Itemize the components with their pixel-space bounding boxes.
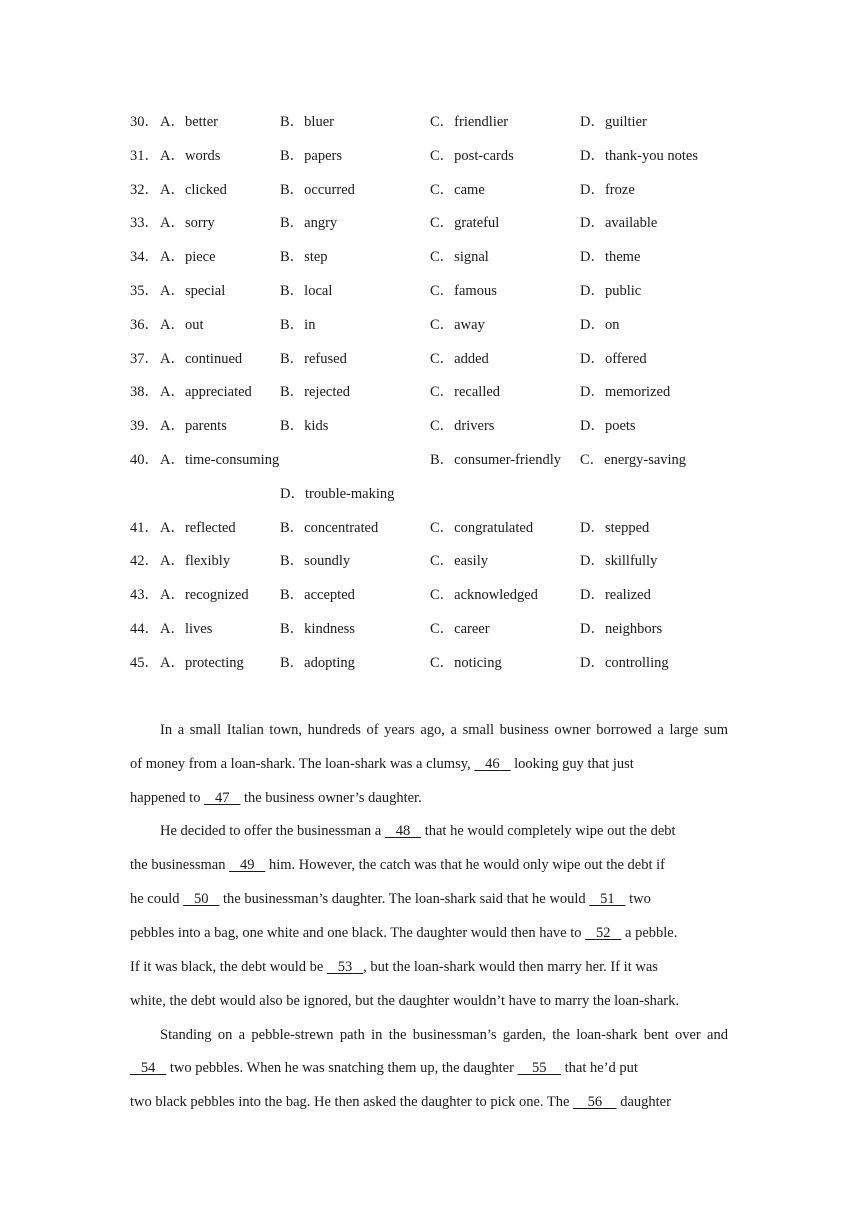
option-d: D．controlling — [580, 654, 669, 671]
option-c: C．drivers — [430, 418, 495, 435]
question-row — [0, 348, 860, 370]
passage-text: that he would completely wipe out the debt — [421, 823, 676, 839]
question-number: 33． — [130, 215, 159, 232]
blank-54: 54 — [140, 1060, 156, 1076]
passage-line — [130, 888, 728, 910]
blank-53: 53 — [337, 959, 353, 975]
option-d: D．memorized — [580, 384, 671, 401]
question-number: 43． — [130, 587, 159, 604]
option-c: C．recalled — [430, 384, 501, 401]
passage-line — [130, 1057, 728, 1079]
question-row — [0, 381, 860, 403]
passage-text: Standing on a pebble-strewn path in the businessman’s garden, the loan-shark bent over and — [160, 1027, 728, 1043]
question-row — [0, 246, 860, 268]
question-row — [0, 415, 860, 437]
option-d: D．public — [580, 283, 642, 299]
option-b: B．soundly — [280, 553, 351, 570]
question-row — [0, 145, 860, 167]
option-a: A．appreciated — [160, 384, 252, 401]
option-c: C．post-cards — [430, 147, 514, 164]
passage-text: two pebbles. When he was snatching them up, the daughter — [166, 1060, 518, 1076]
question-number: 32． — [130, 181, 159, 198]
passage-text: a pebble. — [621, 925, 678, 941]
option-b: B．papers — [280, 147, 343, 164]
passage-text: daughter — [616, 1094, 671, 1110]
passage-line — [130, 787, 728, 809]
passage-text: he could — [130, 891, 184, 907]
passage-line — [130, 956, 728, 978]
option-a: A．reflected — [160, 519, 236, 536]
option-b: B．local — [280, 283, 333, 299]
option-b: B．step — [280, 249, 328, 266]
option-a: A．flexibly — [160, 553, 231, 570]
option-b: B．rejected — [280, 384, 351, 401]
option-a: A．out — [160, 316, 204, 333]
blank-47: 47 — [214, 790, 230, 806]
option-b: B．angry — [280, 215, 338, 232]
option-b: B．kids — [280, 418, 329, 435]
blank-52: 52 — [596, 925, 611, 941]
question-row — [0, 111, 860, 133]
option-c: C．grateful — [430, 215, 500, 232]
option-c: C．signal — [430, 249, 489, 266]
passage-text: the businessman — [130, 857, 230, 873]
passage-line — [160, 719, 728, 741]
option-a: A．clicked — [160, 181, 227, 198]
passage-line — [130, 990, 728, 1012]
option-d: D．neighbors — [580, 621, 663, 637]
option-c: C．friendlier — [430, 114, 509, 130]
option-c: C．noticing — [430, 654, 502, 671]
option-a: A．piece — [160, 249, 216, 266]
option-d: D．trouble-making — [280, 485, 395, 502]
option-b: B．bluer — [280, 114, 334, 130]
passage-text: that he’d put — [561, 1060, 638, 1076]
option-a: A．time-consuming — [160, 452, 280, 468]
option-c: C．easily — [430, 553, 488, 570]
option-c: C．away — [430, 316, 485, 333]
option-a: A．better — [160, 114, 218, 130]
question-number: 36． — [130, 316, 159, 333]
option-c: C．career — [430, 621, 490, 637]
question-number: 42． — [130, 553, 159, 570]
question-row — [0, 212, 860, 234]
option-a: A．words — [160, 147, 221, 164]
blank-48: 48 — [395, 823, 411, 839]
option-c: C．came — [430, 181, 485, 198]
passage-text: of money from a loan-shark. The loan-shark was a clumsy, — [130, 756, 475, 772]
question-row — [0, 483, 860, 505]
passage-text: If it was black, the debt would be — [130, 959, 327, 975]
option-a: A．continued — [160, 350, 243, 367]
blank-51: 51 — [600, 891, 615, 907]
option-d: D．stepped — [580, 519, 650, 536]
option-d: D．on — [580, 316, 620, 333]
option-d: D．thank-you notes — [580, 147, 698, 164]
passage-text: white, the debt would also be ignored, but the daughter wouldn’t have to marry the loan-shark. — [130, 993, 679, 1009]
passage-text: pebbles into a bag, one white and one black. The daughter would then have to — [130, 925, 586, 941]
question-number: 39． — [130, 418, 159, 435]
passage-text: In a small Italian town, hundreds of years ago, a small business owner borrowed a large sum — [160, 722, 728, 738]
passage-text: happened to — [130, 790, 205, 806]
passage-text: , but the loan-shark would then marry her. If it was — [363, 959, 658, 975]
option-b: B．refused — [280, 350, 347, 367]
question-row — [0, 449, 860, 471]
passage-line — [130, 753, 728, 775]
question-row — [0, 517, 860, 539]
option-d: D．froze — [580, 181, 635, 198]
passage-line — [130, 1091, 728, 1113]
passage-text: looking guy that just — [510, 756, 634, 772]
passage-line — [160, 820, 728, 842]
option-a: A．sorry — [160, 215, 215, 232]
blank-55: 55 — [532, 1060, 547, 1076]
question-row — [0, 280, 860, 302]
passage-text: two black pebbles into the bag. He then asked the daughter to pick one. The — [130, 1094, 574, 1110]
option-d: D．poets — [580, 418, 636, 435]
question-number: 38． — [130, 384, 159, 401]
question-number: 30． — [130, 114, 159, 130]
option-d: D．offered — [580, 350, 647, 367]
option-b: B．occurred — [280, 181, 355, 198]
option-c: C．added — [430, 350, 489, 367]
option-b: B．consumer-friendly — [430, 452, 561, 468]
option-d: D．realized — [580, 587, 651, 604]
option-b: B．in — [280, 316, 316, 333]
passage-text: the businessman’s daughter. The loan-shark said that he would — [219, 891, 590, 907]
blank-46: 46 — [485, 756, 500, 772]
option-d: D．theme — [580, 249, 641, 266]
question-row — [0, 179, 860, 201]
passage-line — [130, 922, 728, 944]
option-b: B．concentrated — [280, 519, 379, 536]
option-c: C．famous — [430, 283, 497, 299]
question-number: 45． — [130, 654, 159, 671]
question-row — [0, 550, 860, 572]
passage-text: the business owner’s daughter. — [240, 790, 422, 806]
option-d: D．available — [580, 215, 658, 232]
option-c: C．energy-saving — [580, 452, 687, 468]
question-row — [0, 618, 860, 640]
question-number: 34． — [130, 249, 159, 266]
question-row — [0, 652, 860, 674]
question-number: 41． — [130, 519, 159, 536]
blank-50: 50 — [194, 891, 209, 907]
passage-line — [160, 1024, 728, 1046]
option-d: D．skillfully — [580, 553, 658, 570]
passage-text: two — [625, 891, 651, 907]
option-b: B．adopting — [280, 654, 355, 671]
question-number: 35． — [130, 283, 159, 299]
option-a: A．protecting — [160, 654, 244, 671]
blank-56: 56 — [587, 1094, 603, 1110]
option-a: A．special — [160, 283, 226, 299]
option-c: C．acknowledged — [430, 587, 538, 604]
question-row — [0, 584, 860, 606]
option-b: B．accepted — [280, 587, 355, 604]
blank-49: 49 — [239, 857, 255, 873]
option-d: D．guiltier — [580, 114, 647, 130]
question-number: 37． — [130, 350, 159, 367]
option-a: A．parents — [160, 418, 227, 435]
passage-line — [130, 854, 728, 876]
question-number: 40． — [130, 452, 159, 468]
option-c: C．congratulated — [430, 519, 534, 536]
option-a: A．lives — [160, 621, 213, 637]
question-row — [0, 314, 860, 336]
question-number: 31． — [130, 147, 159, 164]
option-b: B．kindness — [280, 621, 355, 637]
passage-text: him. However, the catch was that he would only wipe out the debt if — [265, 857, 666, 873]
option-a: A．recognized — [160, 587, 249, 604]
passage-text: He decided to offer the businessman a — [160, 823, 385, 839]
question-number: 44． — [130, 621, 159, 637]
